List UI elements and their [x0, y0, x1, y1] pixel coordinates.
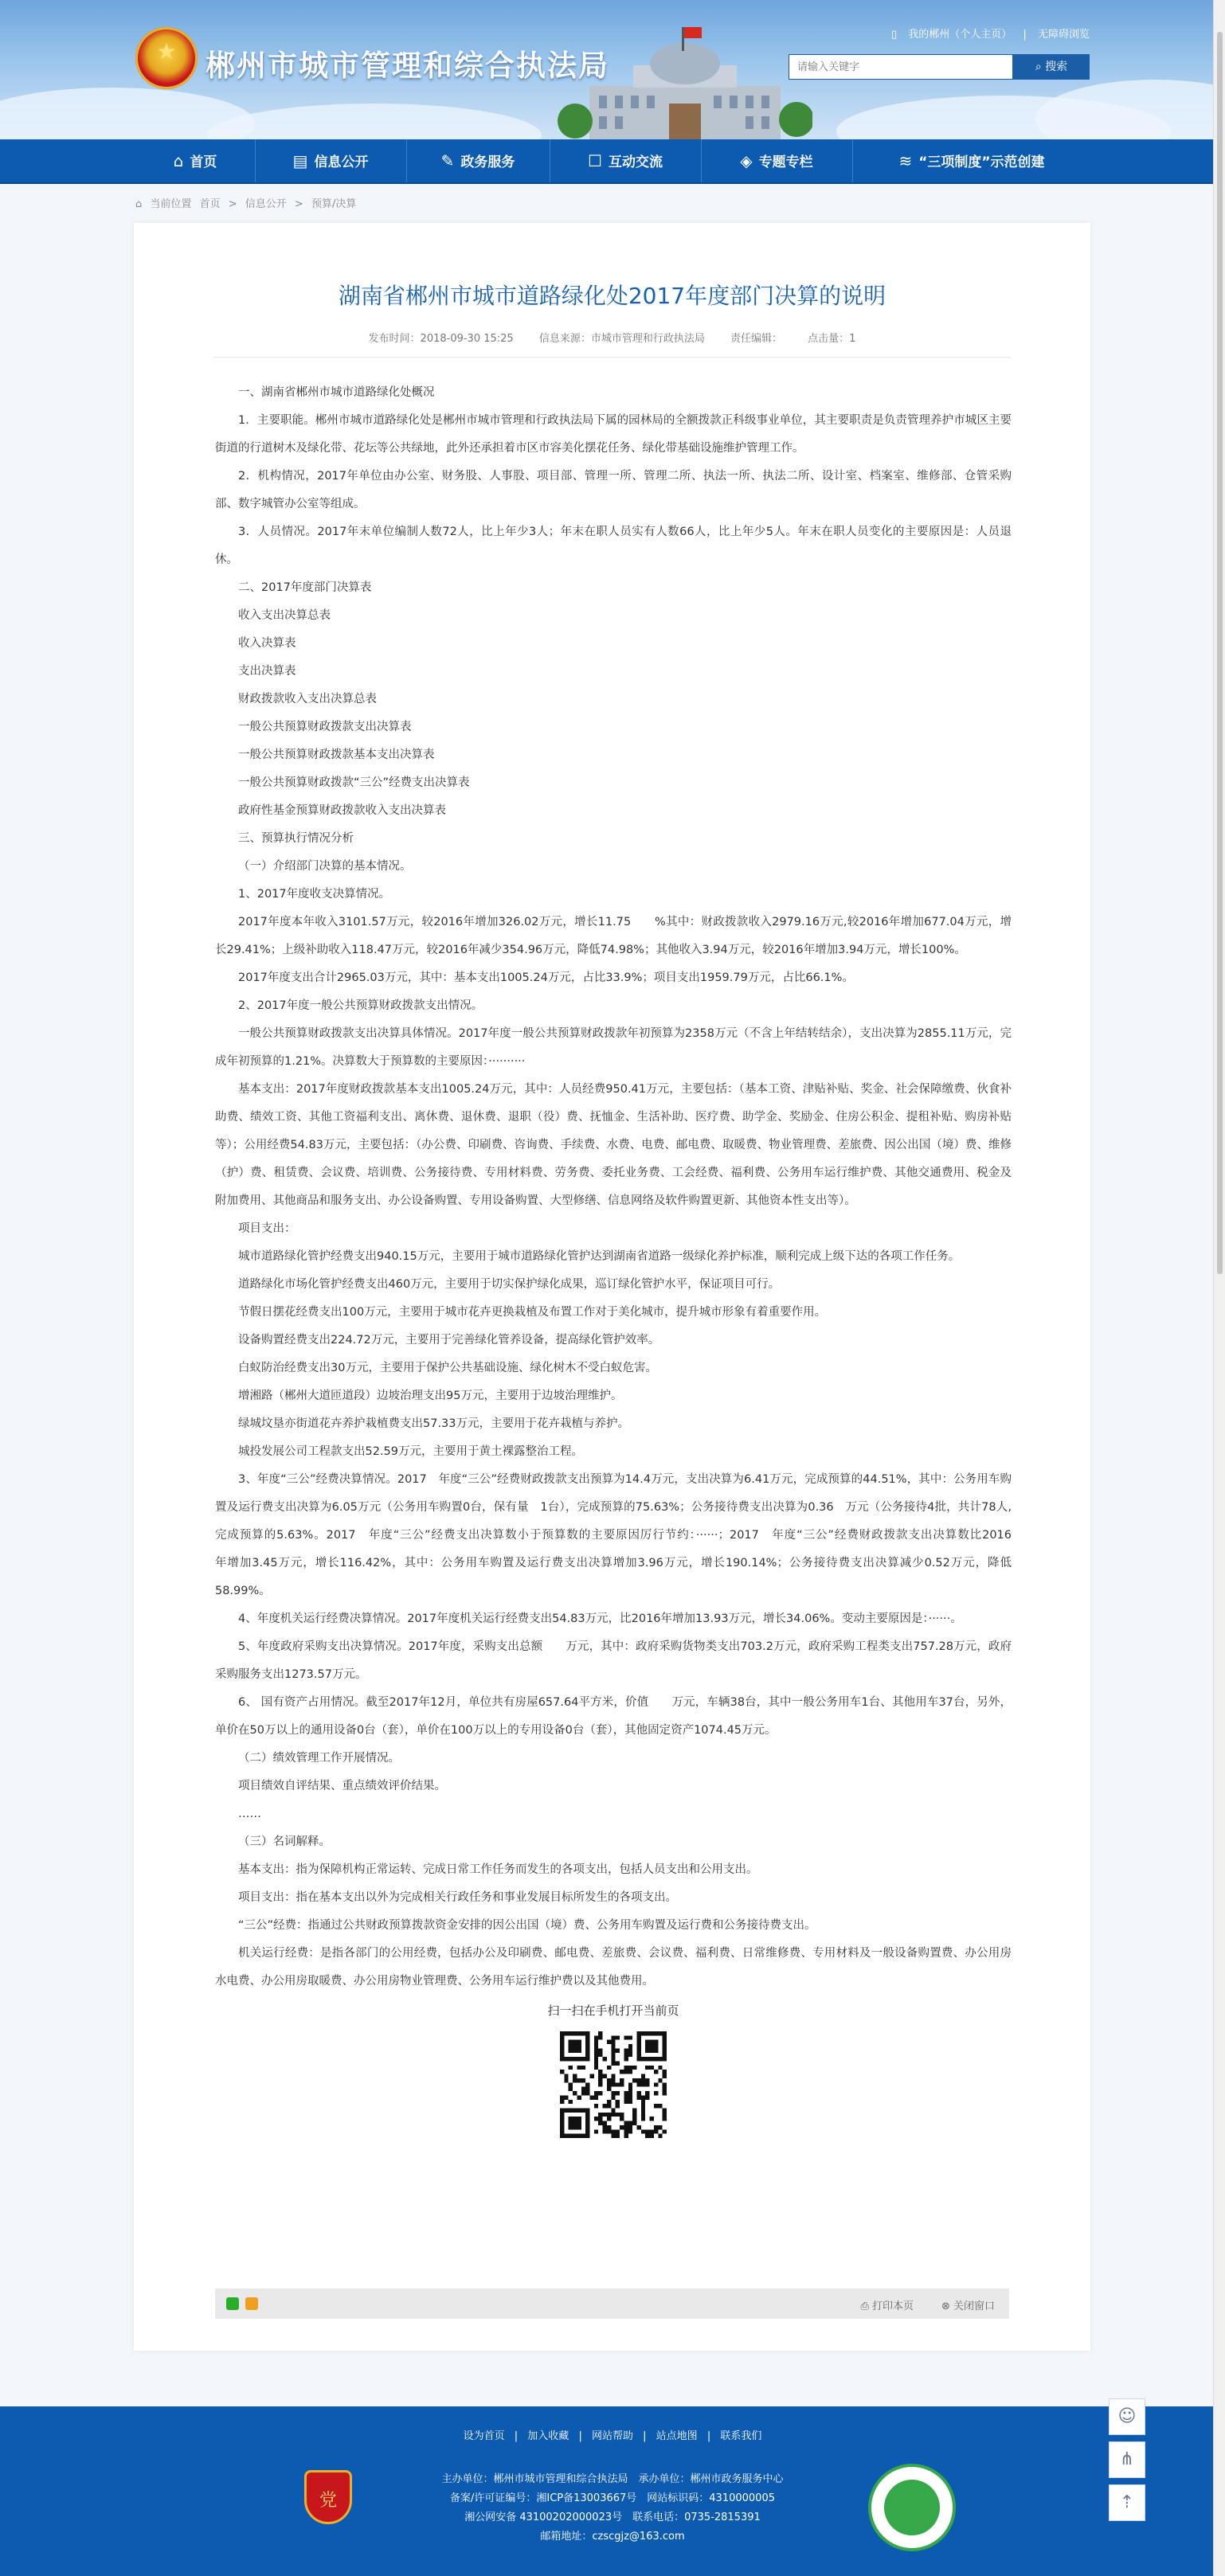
home-icon: ⌂ [135, 198, 143, 210]
stack-icon: ≋ [898, 151, 913, 170]
breadcrumb-info-public[interactable]: 信息公开 [245, 198, 287, 210]
close-icon: ⊗ [941, 2300, 953, 2312]
footer-link-contact[interactable]: 联系我们 [720, 2430, 762, 2442]
nav-interaction[interactable]: ☐ 互动交流 [550, 139, 702, 182]
article-paragraph: 收入决算表 [238, 637, 296, 650]
wechat-share-icon[interactable] [226, 2297, 239, 2310]
breadcrumb-budget[interactable]: 预算/决算 [311, 198, 357, 210]
print-button[interactable]: ⎙ 打印本页 [860, 2300, 914, 2312]
article-paragraph: 一般公共预算财政拨款“三公”经费支出决算表 [238, 776, 470, 789]
close-window-button[interactable]: ⊗ 关闭窗口 [941, 2300, 995, 2312]
edit-icon: ✎ [440, 151, 455, 170]
article-paragraph: 3．人员情况。2017年末单位编制人数72人，比上年少3人；年末在职人员实有人数66人，比上年少5人。年末在职人员变化的主要原因是：人员退休。 [215, 526, 1012, 566]
main-nav [0, 139, 1225, 184]
article-paragraph: 增湘路（郴州大道匝道段）边坡治理支出95万元，主要用于边坡治理维护。 [238, 1390, 623, 1402]
wechat-icon[interactable]: ☺ [1109, 2398, 1145, 2435]
footer [0, 2406, 1225, 2576]
article-paragraph: 收入支出决算总表 [238, 609, 331, 622]
footer-link-favorite[interactable]: 加入收藏 [527, 2430, 569, 2442]
weibo-share-icon[interactable] [245, 2297, 258, 2310]
article-paragraph: 5、年度政府采购支出决算情况。2017年度，采购支出总额 万元，其中：政府采购货物类支出703.2万元，政府采购工程类支出757.28万元，政府采购服务支出1273.57万元。 [215, 1640, 1012, 1681]
mobile-icon[interactable]: ▯ [891, 29, 898, 41]
search-input[interactable] [789, 54, 1013, 80]
layers-icon: ◈ [740, 151, 753, 170]
article-card [134, 223, 1090, 2351]
footer-host: 主办单位：郴州市城市管理和综合执法局 承办单位：郴州市政务服务中心 [441, 2473, 784, 2485]
footer-link-help[interactable]: 网站帮助 [591, 2430, 633, 2442]
editor: 责任编辑： [730, 333, 783, 345]
article-paragraph: 机关运行经费：是指各部门的公用经费，包括办公及印刷费、邮电费、差旅费、会议费、福利费、日常维修费、专用材料及一般设备购置费、办公用房水电费、办公用房取暖费、办公用房物业管理费、公务用车运行维护费以及其他费用。 [215, 1947, 1012, 1988]
article-meta [134, 330, 1090, 345]
divider [213, 357, 1011, 358]
article-paragraph: 支出决算表 [238, 665, 296, 678]
breadcrumb-home[interactable]: 首页 [199, 198, 221, 210]
share-icons [226, 2297, 261, 2313]
article-paragraph: 基本支出：2017年度财政拨款基本支出1005.24万元，其中：人员经费950.41万元，主要包括：（基本工资、津贴补贴、奖金、社会保障缴费、伙食补助费、绩效工资、其他工资福利支出、离休费、退休费、退职（役）费、抚恤金、生活补助、医疗费、助学金、奖励金、住房公积金、提租补贴、购房补贴等）；公用经费54.83万元，主要包括：（办公费、印刷费、咨询费、手续费、水费、电费、邮电费、取暖费、物业管理费、差旅费、因公出国（境）费、维修（护）费、租赁费、会议费、培训费、公务接待费、专用材料费、劳务费、委托业务费、工会经费、福利费、公务用车运行维护费、其他交通费用、税金及附加费用、其他商品和服务支出、办公设备购置、专用设备购置、大型修缮、信息网络及软件购置更新、其他资本性支出等）。 [215, 1083, 1012, 1207]
search-icon: ⌕ [1035, 61, 1046, 73]
footer-info [0, 2470, 1225, 2547]
header-banner [0, 0, 1225, 139]
search-button[interactable]: ⌕ 搜索 [1013, 54, 1090, 80]
article-paragraph: （一）介绍部门决算的基本情况。 [238, 860, 412, 873]
home-icon: ⌂ [173, 151, 184, 170]
publish-time: 发布时间：2018-09-30 15:25 [368, 333, 514, 345]
qr-label: 扫一扫在手机打开当前页 [547, 2003, 679, 2018]
article-paragraph: 项目支出： [238, 1222, 296, 1235]
scrollbar[interactable] [1213, 0, 1225, 2576]
footer-link-sitemap[interactable]: 站点地图 [656, 2430, 698, 2442]
article-paragraph: 道路绿化市场化管护经费支出460万元，主要用于切实保护绿化成果，巡订绿化管护水平，保证项目可行。 [238, 1278, 781, 1291]
article-paragraph: 项目绩效自评结果、重点绩效评价结果。 [238, 1780, 446, 1792]
article-paragraph: 政府性基金预算财政拨款收入支出决算表 [238, 804, 446, 817]
article-paragraph: 2017年度本年收入3101.57万元，较2016年增加326.02万元，增长11.75 %其中：财政拨款收入2979.16万元,较2016年增加677.04万元，增长29.41%；上级补助收入118.47万元，较2016年减少354.96万元，降低74.98%；其他收入3.94万元，较2016年增加3.94万元，增长100%。 [215, 916, 1012, 956]
gov-website-award-badge[interactable] [868, 2464, 956, 2551]
footer-police: 湘公网安备 43100202000023号 联系电话：0735-2815391 [464, 2512, 761, 2523]
cloud-decoration [1035, 80, 1225, 139]
article-paragraph: 一般公共预算财政拨款基本支出决算表 [238, 749, 435, 761]
article-paragraph: （三）名词解释。 [238, 1835, 331, 1848]
chat-icon: ☐ [588, 151, 602, 170]
footer-link-set-home[interactable]: 设为首页 [463, 2430, 505, 2442]
info-source: 信息来源：市城市管理和行政执法局 [538, 333, 705, 345]
nav-three-systems[interactable]: ≋ “三项制度”示范创建 [852, 139, 1091, 182]
footer-links: 设为首页 | 加入收藏 | 网站帮助 | 站点地图 | 联系我们 [463, 2430, 762, 2442]
article-paragraph: 4、年度机关运行经费决算情况。2017年度机关运行经费支出54.83万元，比2016年增加13.93万元，增长34.06%。变动主要原因是：······。 [238, 1612, 962, 1625]
article-title: 湖南省郴州市城市道路绿化处2017年度部门决算的说明 [338, 283, 886, 309]
share-icon[interactable]: ⋔ [1109, 2441, 1145, 2478]
article-paragraph: 基本支出：指为保障机构正常运转、完成日常工作任务而发生的各项支出，包括人员支出和公用支出。 [238, 1863, 758, 1876]
article-paragraph: 节假日摆花经费支出100万元，主要用于城市花卉更换栽植及布置工作对于美化城市，提升城市形象有着重要作用。 [238, 1306, 827, 1319]
article-paragraph: 绿城坟垦亦街道花卉养护栽植费支出57.33万元，主要用于花卉栽植与养护。 [238, 1417, 630, 1430]
article-paragraph: 一、湖南省郴州市城市道路绿化处概况 [238, 386, 435, 399]
national-emblem-logo: ★ [135, 27, 198, 89]
article-paragraph: 6、 国有资产占用情况。截至2017年12月，单位共有房屋657.64平方米，价值 万元，车辆38台，其中一般公务用车1台、其他用车37台，另外，单价在50万以上的通用设备0台（套），单价在100万以上的专用设备0台（套），其他固定资产1074.45万元。 [215, 1696, 1012, 1737]
article-paragraph: “三公”经费：指通过公共财政预算拨款资金安排的因公出国（境）费、公务用车购置及运行费和公务接待费支出。 [238, 1919, 816, 1932]
top-links: ▯ 我的郴州（个人主页） | 无障碍浏览 [891, 29, 1090, 41]
top-link-accessibility[interactable]: 无障碍浏览 [1037, 29, 1090, 41]
article-paragraph: 1、2017年度收支决算情况。 [238, 888, 391, 901]
back-to-top-icon[interactable]: ⇡ [1109, 2484, 1145, 2521]
document-icon: ▤ [292, 151, 308, 170]
breadcrumb: ⌂ 当前位置 首页 > 信息公开 > 预算/决算 [135, 198, 357, 210]
party-gov-badge[interactable]: 党 [304, 2470, 352, 2524]
paragraph-list [215, 379, 1070, 1996]
article-paragraph: 2．机构情况，2017年单位由办公室、财务股、人事股、项目部、管理一所、管理二所、执法一所、执法二所、设计室、档案室、维修部、仓管采购部、数字城管办公室等组成。 [215, 470, 1012, 510]
nav-info-public[interactable]: ▤ 信息公开 [255, 139, 407, 182]
article-paragraph: 2、2017年度一般公共预算财政拨款支出情况。 [238, 999, 483, 1012]
city-building-illustration [558, 24, 812, 139]
article-paragraph: （二）绩效管理工作开展情况。 [238, 1752, 400, 1765]
footer-email: 邮箱地址：czscgjz@163.com [540, 2531, 685, 2543]
article-paragraph: 3、年度“三公”经费决算情况。2017 年度“三公”经费财政拨款支出预算为14.4万元，支出决算为6.41万元，完成预算的44.51%，其中：公务用车购置及运行费支出决算为6.05万元（公务用车购置0台，保有量 1台），完成预算的75.63%；公务接待费支出决算为0.36 万元（公务接待4批，共计78人,完成预算的5.63%。2017 年度“三公”经费支出决算数小于预算数的主要原因厉行节约：······；2017 年度“三公”经费财政拨款支出决算数比2016 年增加3.45万元，增长116.42%，其中：公务用车购置及运行费支出决算增加3.96万元，增长190.14%；公务接待费支出决算减少0.52万元，降低58.99%。 [215, 1473, 1070, 1597]
nav-home[interactable]: ⌂ 首页 [135, 139, 256, 182]
article-paragraph: 城市道路绿化管护经费支出940.15万元，主要用于城市道路绿化管护达到湖南省道路一级绿化养护标准，顺利完成上级下达的各项工作任务。 [238, 1250, 961, 1263]
printer-icon: ⎙ [860, 2300, 872, 2312]
article-paragraph: 三、预算执行情况分析 [238, 832, 354, 845]
article-body [215, 379, 1070, 2138]
nav-special-topics[interactable]: ◈ 专题专栏 [701, 139, 853, 182]
site-title: 郴州市城市管理和综合执法局 [205, 48, 609, 83]
nav-gov-service[interactable]: ✎ 政务服务 [406, 139, 550, 182]
article-paragraph: 设备购置经费支出224.72万元，主要用于完善绿化管养设备，提高绿化管护效率。 [238, 1334, 660, 1347]
article-paragraph: 城投发展公司工程款支出52.59万元，主要用于黄土裸露整治工程。 [238, 1445, 584, 1458]
qr-code [560, 2031, 667, 2138]
footer-icp: 备案/许可证编号：湘ICP备13003667号 网站标识码：4310000005 [449, 2492, 775, 2504]
click-count: 点击量：1 [808, 333, 856, 345]
cloud-decoration [207, 104, 542, 139]
article-paragraph: 1．主要职能。郴州市城市道路绿化处是郴州市城市管理和行政执法局下属的园林局的全额拨款正科级事业单位，其主要职责是负责管理养护市城区主要街道的行道树木及绿化带、花坛等公共绿地，此外还承担着市区市容美化摆花任务、绿化带基础设施维护管理工作。 [215, 414, 1012, 455]
floating-sidebar [1109, 2398, 1145, 2527]
article-paragraph: 一般公共预算财政拨款支出决算表 [238, 721, 412, 733]
article-paragraph: 2017年度支出合计2965.03万元，其中：基本支出1005.24万元，占比33.9%；项目支出1959.79万元，占比66.1%。 [238, 971, 854, 984]
article-paragraph: 一般公共预算财政拨款支出决算具体情况。2017年度一般公共预算财政拨款年初预算为2358万元（不含上年结转结余），支出决算为2855.11万元，完成年初预算的1.21%。决算数大于预算数的主要原因：·········· [215, 1027, 1012, 1068]
article-paragraph: …… [238, 1808, 261, 1820]
top-link-my-chenzhou[interactable]: 我的郴州（个人主页） [908, 29, 1012, 41]
article-paragraph: 项目支出：指在基本支出以外为完成相关行政任务和事业发展目标所发生的各项支出。 [238, 1891, 677, 1904]
article-toolbar [215, 2289, 1009, 2319]
article-paragraph: 白蚁防治经费支出30万元，主要用于保护公共基础设施、绿化树木不受白蚁危害。 [238, 1362, 657, 1374]
article-paragraph: 二、2017年度部门决算表 [238, 581, 372, 594]
article-paragraph: 财政拨款收入支出决算总表 [238, 693, 377, 706]
scrollbar-thumb[interactable] [1217, 32, 1223, 1274]
